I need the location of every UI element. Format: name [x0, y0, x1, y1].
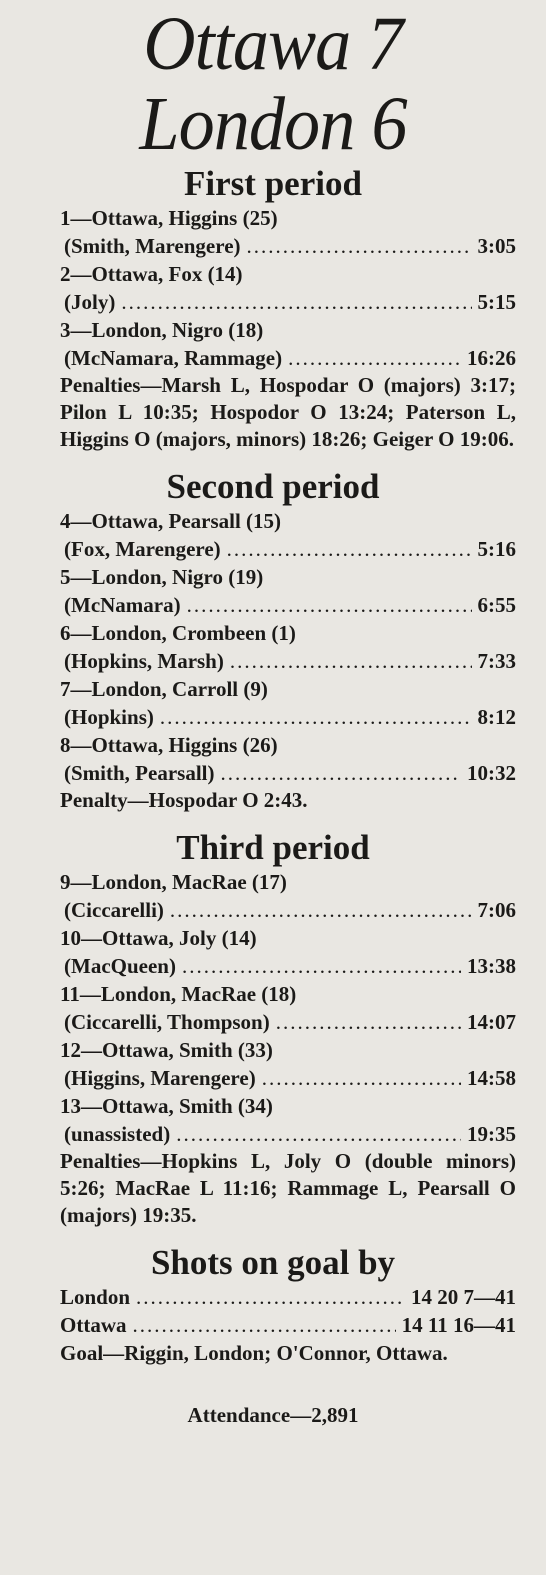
goal-time: 3:05 [477, 234, 516, 258]
shots-numbers: 14 20 7—41 [411, 1285, 516, 1309]
penalties-text: Penalties—Hopkins L, Joly O (double minors) 5:26; MacRae L 11:16; Rammage L, Pearsall O (majors) 19:35. [60, 1149, 516, 1227]
goal-assists: (McNamara) [64, 593, 181, 617]
goal-entry [60, 1036, 516, 1092]
leader-dots [262, 1064, 461, 1092]
goal-scorer: 5—London, Nigro (19) [60, 565, 264, 589]
leader-dots [227, 535, 472, 563]
goal-time: 7:06 [477, 898, 516, 922]
first-period-heading: First period [184, 164, 362, 203]
goal-scorer: 10—Ottawa, Joly (14) [60, 926, 257, 950]
goal-assists: (Fox, Marengere) [64, 537, 221, 561]
leader-dots [133, 1311, 396, 1339]
leader-dots [187, 591, 472, 619]
goal-time: 19:35 [467, 1122, 516, 1146]
goal-scorer: 4—Ottawa, Pearsall (15) [60, 509, 282, 533]
shots-team: London [60, 1285, 131, 1309]
goal-entry [60, 260, 516, 316]
goal-time: 14:07 [467, 1010, 516, 1034]
goal-assists: (Ciccarelli) [64, 898, 164, 922]
goal-assists: (Smith, Marengere) [64, 234, 241, 258]
leader-dots [230, 647, 472, 675]
leader-dots [121, 288, 471, 316]
leader-dots [276, 1008, 461, 1036]
shots-row [60, 1311, 516, 1339]
goal-entry [60, 731, 516, 787]
leader-dots [220, 759, 461, 787]
penalties-text: Penalty—Hospodar O 2:43. [60, 788, 308, 812]
attendance: Attendance—2,891 [187, 1403, 359, 1427]
headline-line-1: Ottawa 7 [143, 2, 403, 86]
goal-assists: (Hopkins) [64, 705, 154, 729]
goalies-text: Goal—Riggin, London; O'Connor, Ottawa. [60, 1341, 448, 1365]
goal-scorer: 13—Ottawa, Smith (34) [60, 1094, 273, 1118]
goal-time: 13:38 [467, 954, 516, 978]
leader-dots [182, 952, 461, 980]
leader-dots [288, 344, 461, 372]
leader-dots [247, 232, 472, 260]
third-period-body [0, 868, 546, 1229]
goal-assists: (Ciccarelli, Thompson) [64, 1010, 270, 1034]
penalties-text: Penalties—Marsh L, Hospodar O (majors) 3:17; Pilon L 10:35; Hospodor O 13:24; Paterson L, Higgins O (majors, minors) 18:26; Geiger O 19:06. [60, 373, 516, 451]
goal-entry [60, 563, 516, 619]
goal-scorer: 3—London, Nigro (18) [60, 318, 264, 342]
goal-entry [60, 316, 516, 372]
shots-heading: Shots on goal by [150, 1243, 396, 1282]
goal-time: 16:26 [467, 346, 516, 370]
goal-assists: (unassisted) [64, 1122, 171, 1146]
goal-scorer: 7—London, Carroll (9) [60, 677, 268, 701]
goal-assists: (Hopkins, Marsh) [64, 649, 224, 673]
goal-entry [60, 980, 516, 1036]
goal-entry [60, 675, 516, 731]
goal-time: 5:16 [477, 537, 516, 561]
goal-assists: (Joly) [64, 290, 116, 314]
leader-dots [160, 703, 472, 731]
goal-time: 5:15 [477, 290, 516, 314]
goal-time: 6:55 [477, 593, 516, 617]
goal-time: 10:32 [467, 761, 516, 785]
goal-time: 7:33 [477, 649, 516, 673]
goal-time: 14:58 [467, 1066, 516, 1090]
goal-entry [60, 1092, 516, 1148]
goal-entry [60, 868, 516, 924]
shots-row [60, 1283, 516, 1311]
goal-assists: (McNamara, Rammage) [64, 346, 283, 370]
headline-line-2: London 6 [139, 82, 407, 166]
goal-entry [60, 619, 516, 675]
leader-dots [170, 896, 472, 924]
goal-entry [60, 204, 516, 260]
goal-scorer: 8—Ottawa, Higgins (26) [60, 733, 278, 757]
goal-entry [60, 924, 516, 980]
goal-scorer: 12—Ottawa, Smith (33) [60, 1038, 273, 1062]
goal-scorer: 11—London, MacRae (18) [60, 982, 297, 1006]
goal-scorer: 9—London, MacRae (17) [60, 870, 287, 894]
goal-assists: (Smith, Pearsall) [64, 761, 215, 785]
first-period-body [0, 204, 546, 453]
shots-team: Ottawa [60, 1313, 127, 1337]
shots-body [0, 1283, 546, 1367]
second-period-heading: Second period [166, 467, 380, 506]
goal-scorer: 6—London, Crombeen (1) [60, 621, 296, 645]
goal-assists: (Higgins, Marengere) [64, 1066, 256, 1090]
goal-scorer: 2—Ottawa, Fox (14) [60, 262, 243, 286]
goal-time: 8:12 [477, 705, 516, 729]
second-period-body [0, 507, 546, 814]
leader-dots [176, 1120, 461, 1148]
leader-dots [136, 1283, 405, 1311]
goal-scorer: 1—Ottawa, Higgins (25) [60, 206, 278, 230]
third-period-heading: Third period [176, 828, 370, 867]
shots-numbers: 14 11 16—41 [401, 1313, 516, 1337]
goal-entry [60, 507, 516, 563]
goal-assists: (MacQueen) [64, 954, 176, 978]
